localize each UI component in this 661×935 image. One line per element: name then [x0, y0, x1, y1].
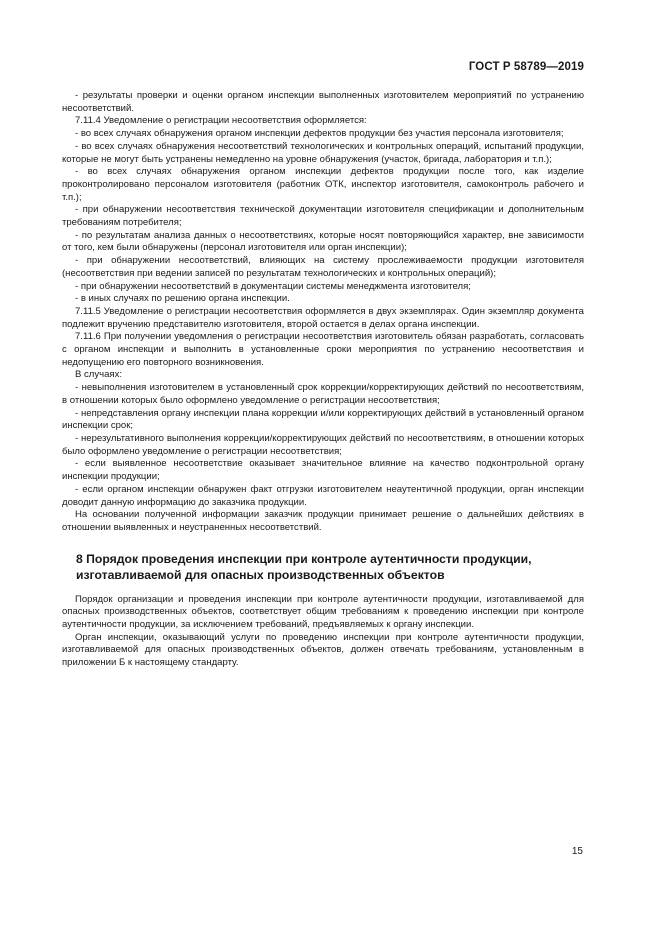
standard-code-header: ГОСТ Р 58789—2019 [468, 61, 584, 73]
section-8-title: 8 Порядок проведения инспекции при контроле аутентичности продукции, изготавливаемой для опасных производственных объектов [76, 551, 532, 582]
paragraph: На основании полученной информации заказчик продукции принимает решение о дальнейших действиях в отношении выявленных и неустраненных несоответствий. [62, 509, 584, 533]
section-paragraph: Порядок организации и проведения инспекции при контроле аутентичности продукции, изготавливаемой для опасных производственных объектов, соответствует общим требованиям к проведению инспекции при контроле аутентичности продукции, за исключением требований, предъявляемых к органу инспекции. [62, 593, 584, 631]
list-item: - при обнаружении несоответствия технической документации изготовителя спецификации и дополнительным требованиям потребителя; [62, 204, 584, 229]
list-item: - в иных случаях по решению органа инспекции. [75, 293, 290, 305]
list-item: - невыполнения изготовителем в установленный срок коррекции/корректирующих действий по несоответствиям, в отношении которых было оформлено уведомление о регистрации несоответствия; [62, 382, 584, 406]
list-item: - во всех случаях обнаружения органом инспекции дефектов продукции без участия персонала изготовителя; [75, 128, 564, 140]
clause-7-11-4: 7.11.4 Уведомление о регистрации несоответствия оформляется: [75, 115, 367, 127]
list-item: - при обнаружении несоответствий, влияющих на систему прослеживаемости продукции изготовителя (несоответствия при ведении записей по результатам технологических и контрольных операций); [62, 255, 584, 279]
list-item: - при обнаружении несоответствий в документации системы менеджмента изготовителя; [75, 280, 471, 292]
clause-7-11-5: 7.11.5 Уведомление о регистрации несоответствия оформляется в двух экземплярах. Один экземпляр документа подлежит вручению представителю изготовителя, второй остается в делах органа инспекции. [62, 305, 584, 330]
list-item: - по результатам анализа данных о несоответствиях, которые носят повторяющийся характер, вне зависимости от того, кем были обнаружены (персонал изготовителя или орган инспекции); [62, 229, 584, 254]
list-item: - во всех случаях обнаружения органом инспекции дефектов продукции после того, как изделие проконтролировано персоналом изготовителя (работник ОТК, инспектор изготовителя, самоконтроль рабочего и т.п.); [62, 166, 584, 203]
section-paragraph: Орган инспекции, оказывающий услуги по проведению инспекции при контроле аутентичности продукции, изготавливаемой для опасных производственных объектов, должен отвечать требованиям, установленным в приложении Б к настоящему стандарту. [62, 631, 584, 669]
list-item: - если выявленное несоответствие оказывает значительное влияние на качество подконтрольной органу инспекции продукции; [62, 458, 584, 483]
paragraph: - результаты проверки и оценки органом инспекции выполненных изготовителем мероприятий по устранению несоответствий. [62, 90, 584, 114]
body-text [62, 90, 584, 670]
list-item: - во всех случаях обнаружения несоответствий технологических и контрольных операций, испытаний продукции, которые не могут быть устранены немедленно на уровне обнаружения (участок, бригада, лаборатория и т.п.); [62, 140, 584, 165]
paragraph: В случаях: [75, 369, 123, 381]
clause-7-11-6: 7.11.6 При получении уведомления о регистрации несоответствия изготовитель обязан разработать, согласовать с органом инспекции и выполнить в установленные сроки мероприятия по устранению несоответствия и недопущению его повторного возникновения. [62, 331, 584, 368]
list-item: - непредставления органу инспекции плана коррекции и/или корректирующих действий в установленный органом инспекции срок; [62, 407, 584, 432]
list-item: - если органом инспекции обнаружен факт отгрузки изготовителем неаутентичной продукции, орган инспекции доводит данную информацию до заказчика продукции. [62, 483, 584, 508]
list-item: - нерезультативного выполнения коррекции/корректирующих действий по несоответствиям, в отношении которых было оформлено уведомление о регистрации несоответствия; [62, 432, 584, 457]
page-number: 15 [571, 846, 583, 857]
